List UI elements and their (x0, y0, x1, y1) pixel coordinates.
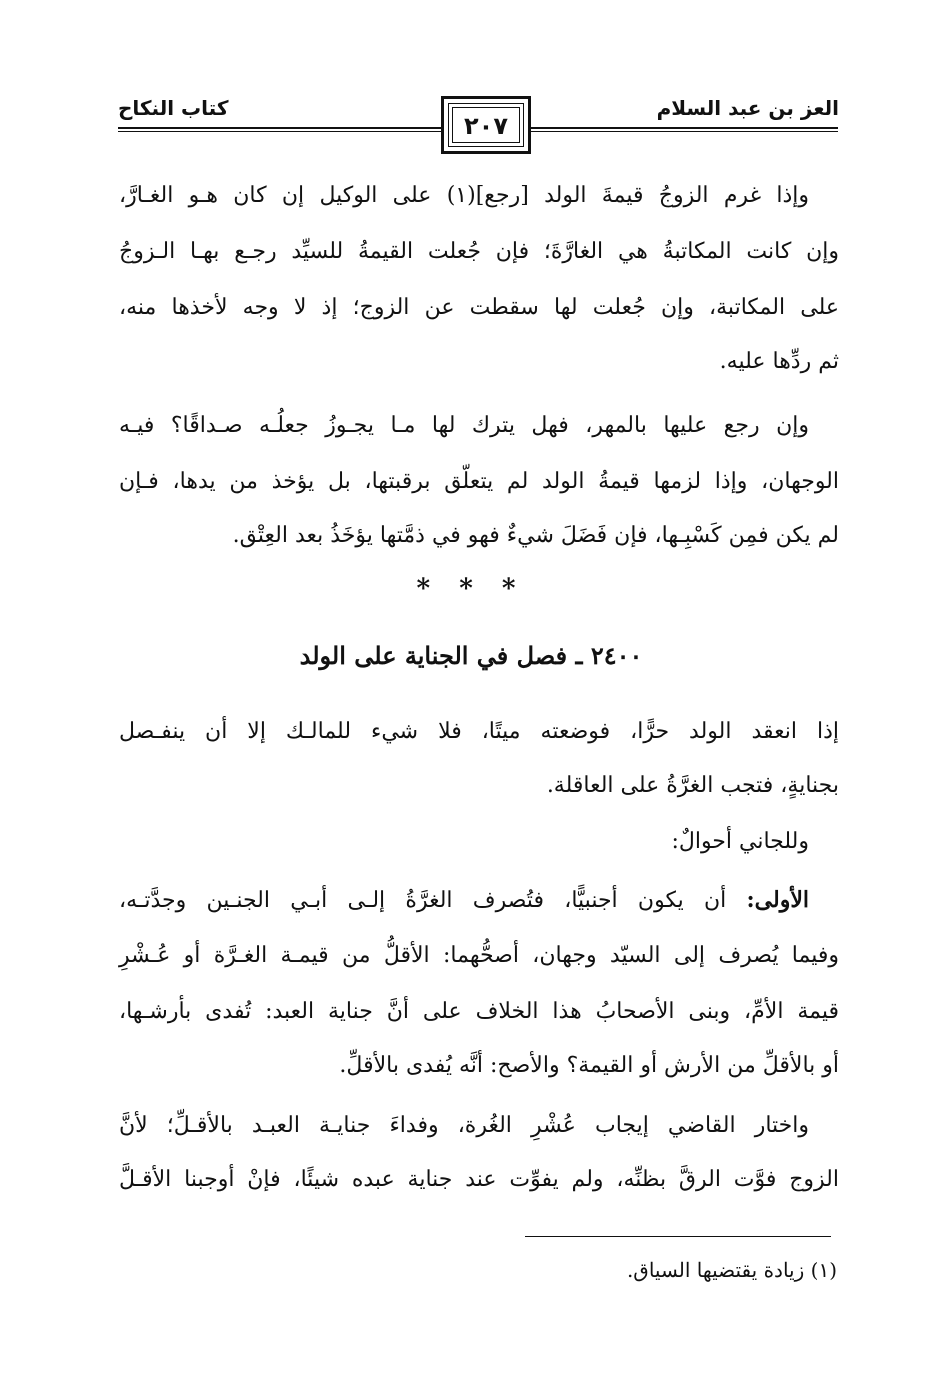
text-line: ثم ردِّها عليه. (719, 349, 839, 374)
section-separator: * * * (416, 574, 526, 604)
text-line: أو بالأقلِّ من الأرش أو القيمة؟ والأصح: أنَّه يُفدى بالأقلِّ. (339, 1053, 839, 1078)
text-line: وإن كانت المكاتبةُ هي الغارَّةَ؛ فإن جُعلت القيمةُ للسيِّد رجـع بهـا الـزوجُ (119, 239, 839, 264)
text-line: وللجاني أحوالٌ: (671, 829, 809, 854)
text-line: إذا انعقد الولد حرًّا، فوضعته ميتًا، فلا شيء للمالـك إلا أن ينفـصل (119, 719, 839, 744)
footnote: (١) زيادة يقتضيها السياق. (626, 1258, 837, 1282)
text-line: وفيما يُصرف إلى السيّد وجهان، أصحُّهما: الأقلُّ من قيمـة الغـرَّة أو عُـشْرِ (119, 943, 839, 968)
text-line: قيمة الأمِّ، وبنى الأصحابُ هذا الخلاف على أنَّ جناية العبد: تُفدى بأرشـها، (119, 999, 839, 1024)
page-number-frame (441, 96, 531, 154)
text-line: على المكاتبة، وإن جُعلت لها سقطت عن الزوج؛ إذ لا وجه لأخذها منه، (119, 295, 839, 320)
page-number: ٢٠٧ (464, 112, 508, 140)
text-span: أن يكون أجنبيًّا، فتُصرف الغرَّةُ إلـى أبـي الجنـين وجدَّتـه، (119, 888, 747, 913)
text-line: وإذا غرم الزوجُ قيمةَ الولد [رجع](١) على الوكيل إن كان هـو الغـارَّ، (119, 183, 810, 208)
section-heading: ٢٤٠٠ ـ فصل في الجناية على الولد (299, 641, 643, 670)
case-lead-label: الأولى: (746, 887, 809, 913)
text-line: وإن رجع عليها بالمهر، فهل يترك لها مـا يجـوزُ جعلُـه صـداقًا؟ فيـه (119, 413, 809, 438)
running-header-author: العز بن عبد السلام (656, 96, 839, 120)
text-line: الوجهان، وإذا لزمها قيمةُ الولد لم يتعلّق برقبتها، بل يؤخذ من يدها، فـإن (119, 469, 839, 494)
running-header-chapter: كتاب النكاح (118, 96, 229, 120)
text-line: الزوج فوَّت الرقَّ بظنِّه، ولم يفوِّت عند جناية عبده شيئًا، فإنْ أوجبنا الأقـلَّ (119, 1167, 839, 1192)
text-line (119, 872, 809, 928)
text-line: واختار القاضي إيجاب عُشْرِ الغُرة، وفداءَ جنايـة العبـد بالأقـلِّ؛ لأنَّ (119, 1113, 809, 1138)
text-line: لم يكن فمِن كَسْبِـها، فإن فَضَلَ شيءٌ فهو في ذمَّتها يؤخَذُ بعد العِتْق. (232, 523, 839, 548)
text-line: بجنايةٍ، فتجب الغرَّةُ على العاقلة. (546, 773, 839, 798)
footnote-rule (525, 1236, 831, 1237)
